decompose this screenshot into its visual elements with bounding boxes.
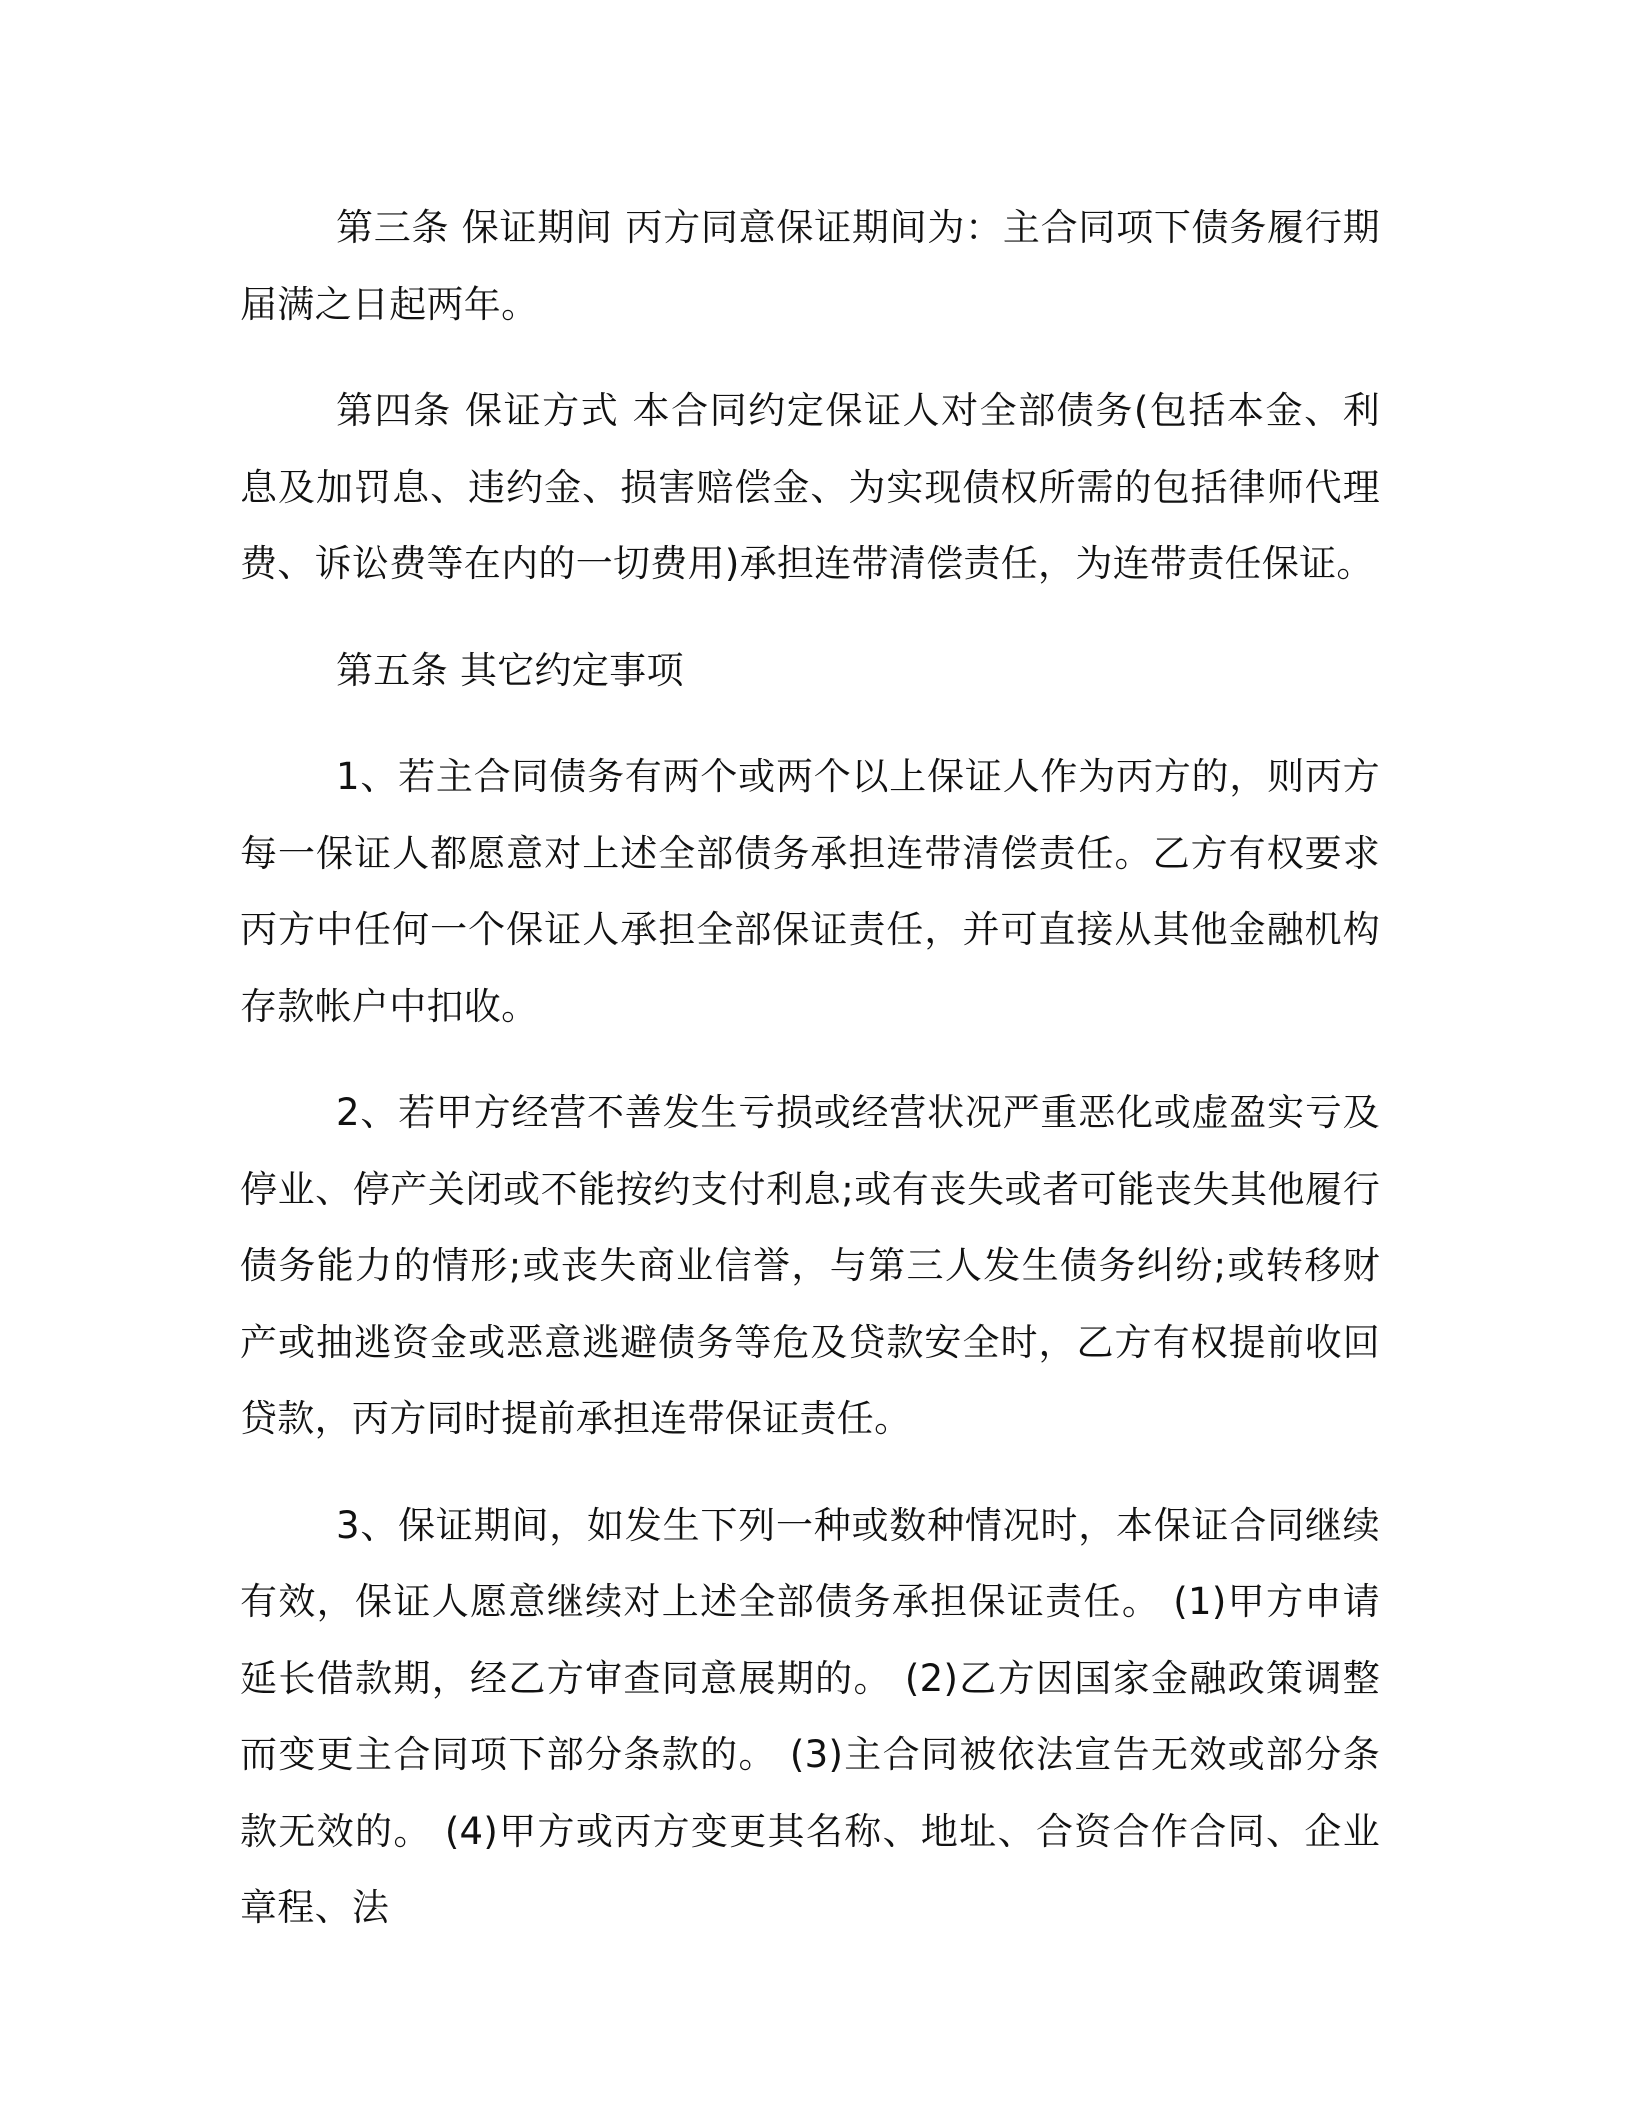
- clause-1-paragraph: 1、若主合同债务有两个或两个以上保证人作为丙方的，则丙方每一保证人都愿意对上述全部债务承担连带清偿责任。乙方有权要求丙方中任何一个保证人承担全部保证责任，并可直接从其他金融机构存款帐户中扣收。: [240, 755, 1380, 1028]
- article-5-heading: 第五条 其它约定事项: [336, 648, 684, 692]
- article-4-paragraph: 第四条 保证方式 本合同约定保证人对全部债务(包括本金、利息及加罚息、违约金、损害赔偿金、为实现债权所需的包括律师代理费、诉讼费等在内的一切费用)承担连带清偿责任，为连带责任保证。: [240, 389, 1380, 585]
- document-page: [240, 190, 1380, 1977]
- clause-2-paragraph: 2、若甲方经营不善发生亏损或经营状况严重恶化或虚盈实亏及停业、停产关闭或不能按约支付利息;或有丧失或者可能丧失其他履行债务能力的情形;或丧失商业信誉，与第三人发生债务纠纷;或转移财产或抽逃资金或恶意逃避债务等危及贷款安全时，乙方有权提前收回贷款，丙方同时提前承担连带保证责任。: [240, 1091, 1380, 1440]
- clause-3-paragraph: 3、保证期间，如发生下列一种或数种情况时，本保证合同继续有效，保证人愿意继续对上述全部债务承担保证责任。 (1)甲方申请延长借款期，经乙方审查同意展期的。 (2)乙方因国家金融政策调整而变更主合同项下部分条款的。 (3)主合同被依法宣告无效或部分条款无效的。 (4)甲方或丙方变更其名称、地址、合资合作合同、企业章程、法: [240, 1503, 1380, 1929]
- article-3-paragraph: 第三条 保证期间 丙方同意保证期间为：主合同项下债务履行期届满之日起两年。: [240, 206, 1380, 326]
